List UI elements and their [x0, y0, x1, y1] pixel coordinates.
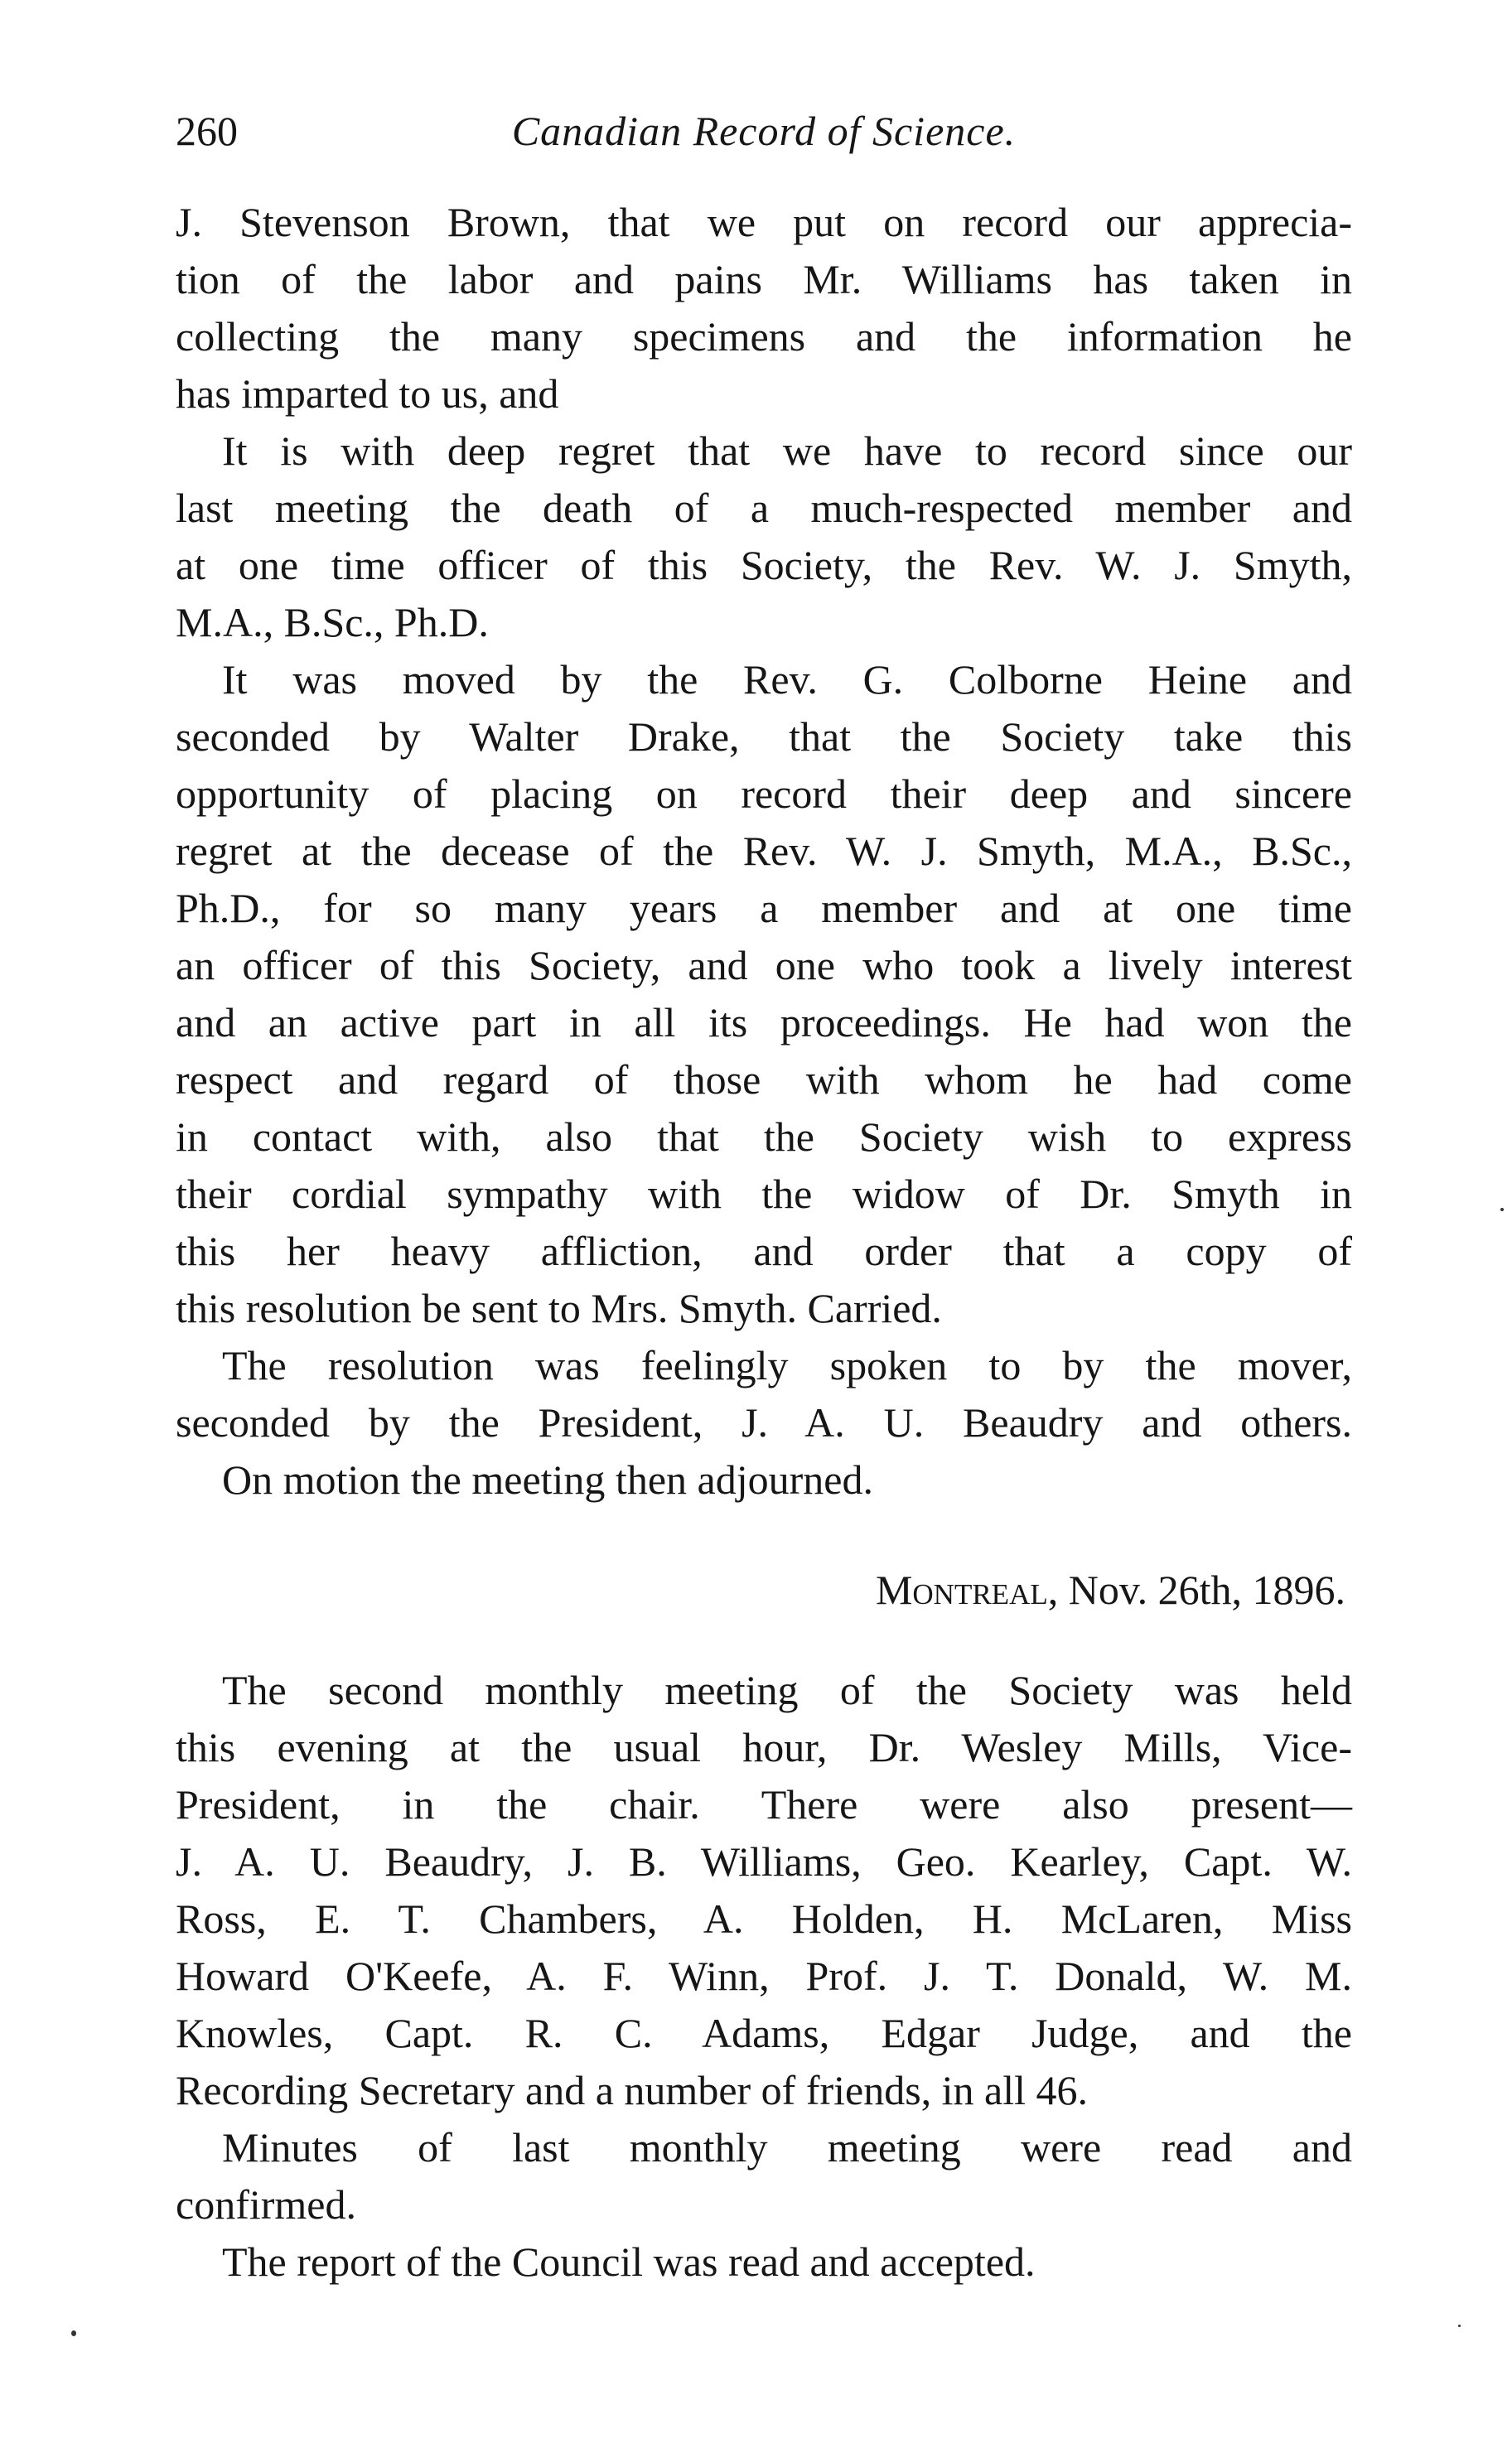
- text-line: Knowles, Capt. R. C. Adams, Edgar Judge, and the: [176, 2010, 1352, 2056]
- dateline-date: , Nov. 26th, 1896.: [1047, 1567, 1345, 1613]
- text-line: collecting the many specimens and the information he: [176, 313, 1352, 360]
- text-line: this evening at the usual hour, Dr. Wesley Mills, Vice-: [176, 1724, 1352, 1770]
- paragraph: [176, 2119, 1352, 2233]
- text-line: Howard O'Keefe, A. F. Winn, Prof. J. T. Donald, W. M.: [176, 1953, 1352, 1999]
- text-line: seconded by Walter Drake, that the Society take this: [176, 713, 1352, 760]
- paragraph: [176, 1451, 1352, 1509]
- dateline-place: Montreal: [875, 1567, 1048, 1613]
- text-line: regret at the decease of the Rev. W. J. Smyth, M.A., B.Sc.,: [176, 828, 1352, 874]
- text-line: this resolution be sent to Mrs. Smyth. Carried.: [176, 1285, 942, 1331]
- text-line: Recording Secretary and a number of friends, in all 46.: [176, 2067, 1089, 2113]
- paragraph: [176, 651, 1352, 1337]
- text-line: The report of the Council was read and accepted.: [222, 2238, 1036, 2285]
- paragraph: [176, 423, 1352, 651]
- scan-speck: [1500, 1208, 1504, 1211]
- running-title: Canadian Record of Science.: [511, 108, 1017, 154]
- text-line: Ph.D., for so many years a member and at one time: [176, 885, 1352, 931]
- page-number: 260: [176, 108, 238, 154]
- paragraph: [176, 194, 1352, 423]
- text-line: seconded by the President, J. A. U. Beaudry and others.: [176, 1399, 1352, 1446]
- text-line: has imparted to us, and: [176, 370, 559, 417]
- text-line: confirmed.: [176, 2181, 356, 2228]
- text-line: M.A., B.Sc., Ph.D.: [176, 599, 489, 645]
- text-line: J. Stevenson Brown, that we put on record our apprecia-: [176, 199, 1352, 245]
- text-line: at one time officer of this Society, the Rev. W. J. Smyth,: [176, 542, 1352, 588]
- scan-speck: [71, 2330, 76, 2336]
- text-line: in contact with, also that the Society wish to express: [176, 1113, 1352, 1160]
- text-line: opportunity of placing on record their deep and sincere: [176, 770, 1352, 817]
- paragraph: [176, 1337, 1352, 1451]
- text-line: It was moved by the Rev. G. Colborne Heine and: [222, 656, 1352, 703]
- text-line: President, in the chair. There were also present—: [176, 1781, 1352, 1828]
- text-line: and an active part in all its proceedings. He had won the: [176, 999, 1352, 1045]
- text-line: Ross, E. T. Chambers, A. Holden, H. McLaren, Miss: [176, 1895, 1352, 1942]
- text-line: J. A. U. Beaudry, J. B. Williams, Geo. Kearley, Capt. W.: [176, 1838, 1352, 1885]
- text-line: this her heavy affliction, and order that a copy of: [176, 1228, 1352, 1274]
- paragraph: [176, 1662, 1352, 2119]
- dateline: [176, 1562, 1352, 1619]
- text-line: last meeting the death of a much-respected member and: [176, 485, 1352, 531]
- paragraph: [176, 2233, 1352, 2291]
- text-line: It is with deep regret that we have to record since our: [222, 427, 1352, 474]
- text-line: their cordial sympathy with the widow of Dr. Smyth in: [176, 1171, 1352, 1217]
- body-text: [176, 194, 1352, 2291]
- text-line: The resolution was feelingly spoken to by the mover,: [222, 1342, 1352, 1388]
- text-line: respect and regard of those with whom he had come: [176, 1056, 1352, 1103]
- text-line: Minutes of last monthly meeting were read and: [222, 2124, 1352, 2171]
- text-line: an officer of this Society, and one who took a lively interest: [176, 942, 1352, 988]
- scan-speck: [1458, 2325, 1461, 2327]
- text-line: On motion the meeting then adjourned.: [222, 1456, 873, 1503]
- running-head: [176, 98, 1352, 164]
- text-line: tion of the labor and pains Mr. Williams has taken in: [176, 256, 1352, 302]
- text-line: The second monthly meeting of the Society was held: [222, 1667, 1352, 1713]
